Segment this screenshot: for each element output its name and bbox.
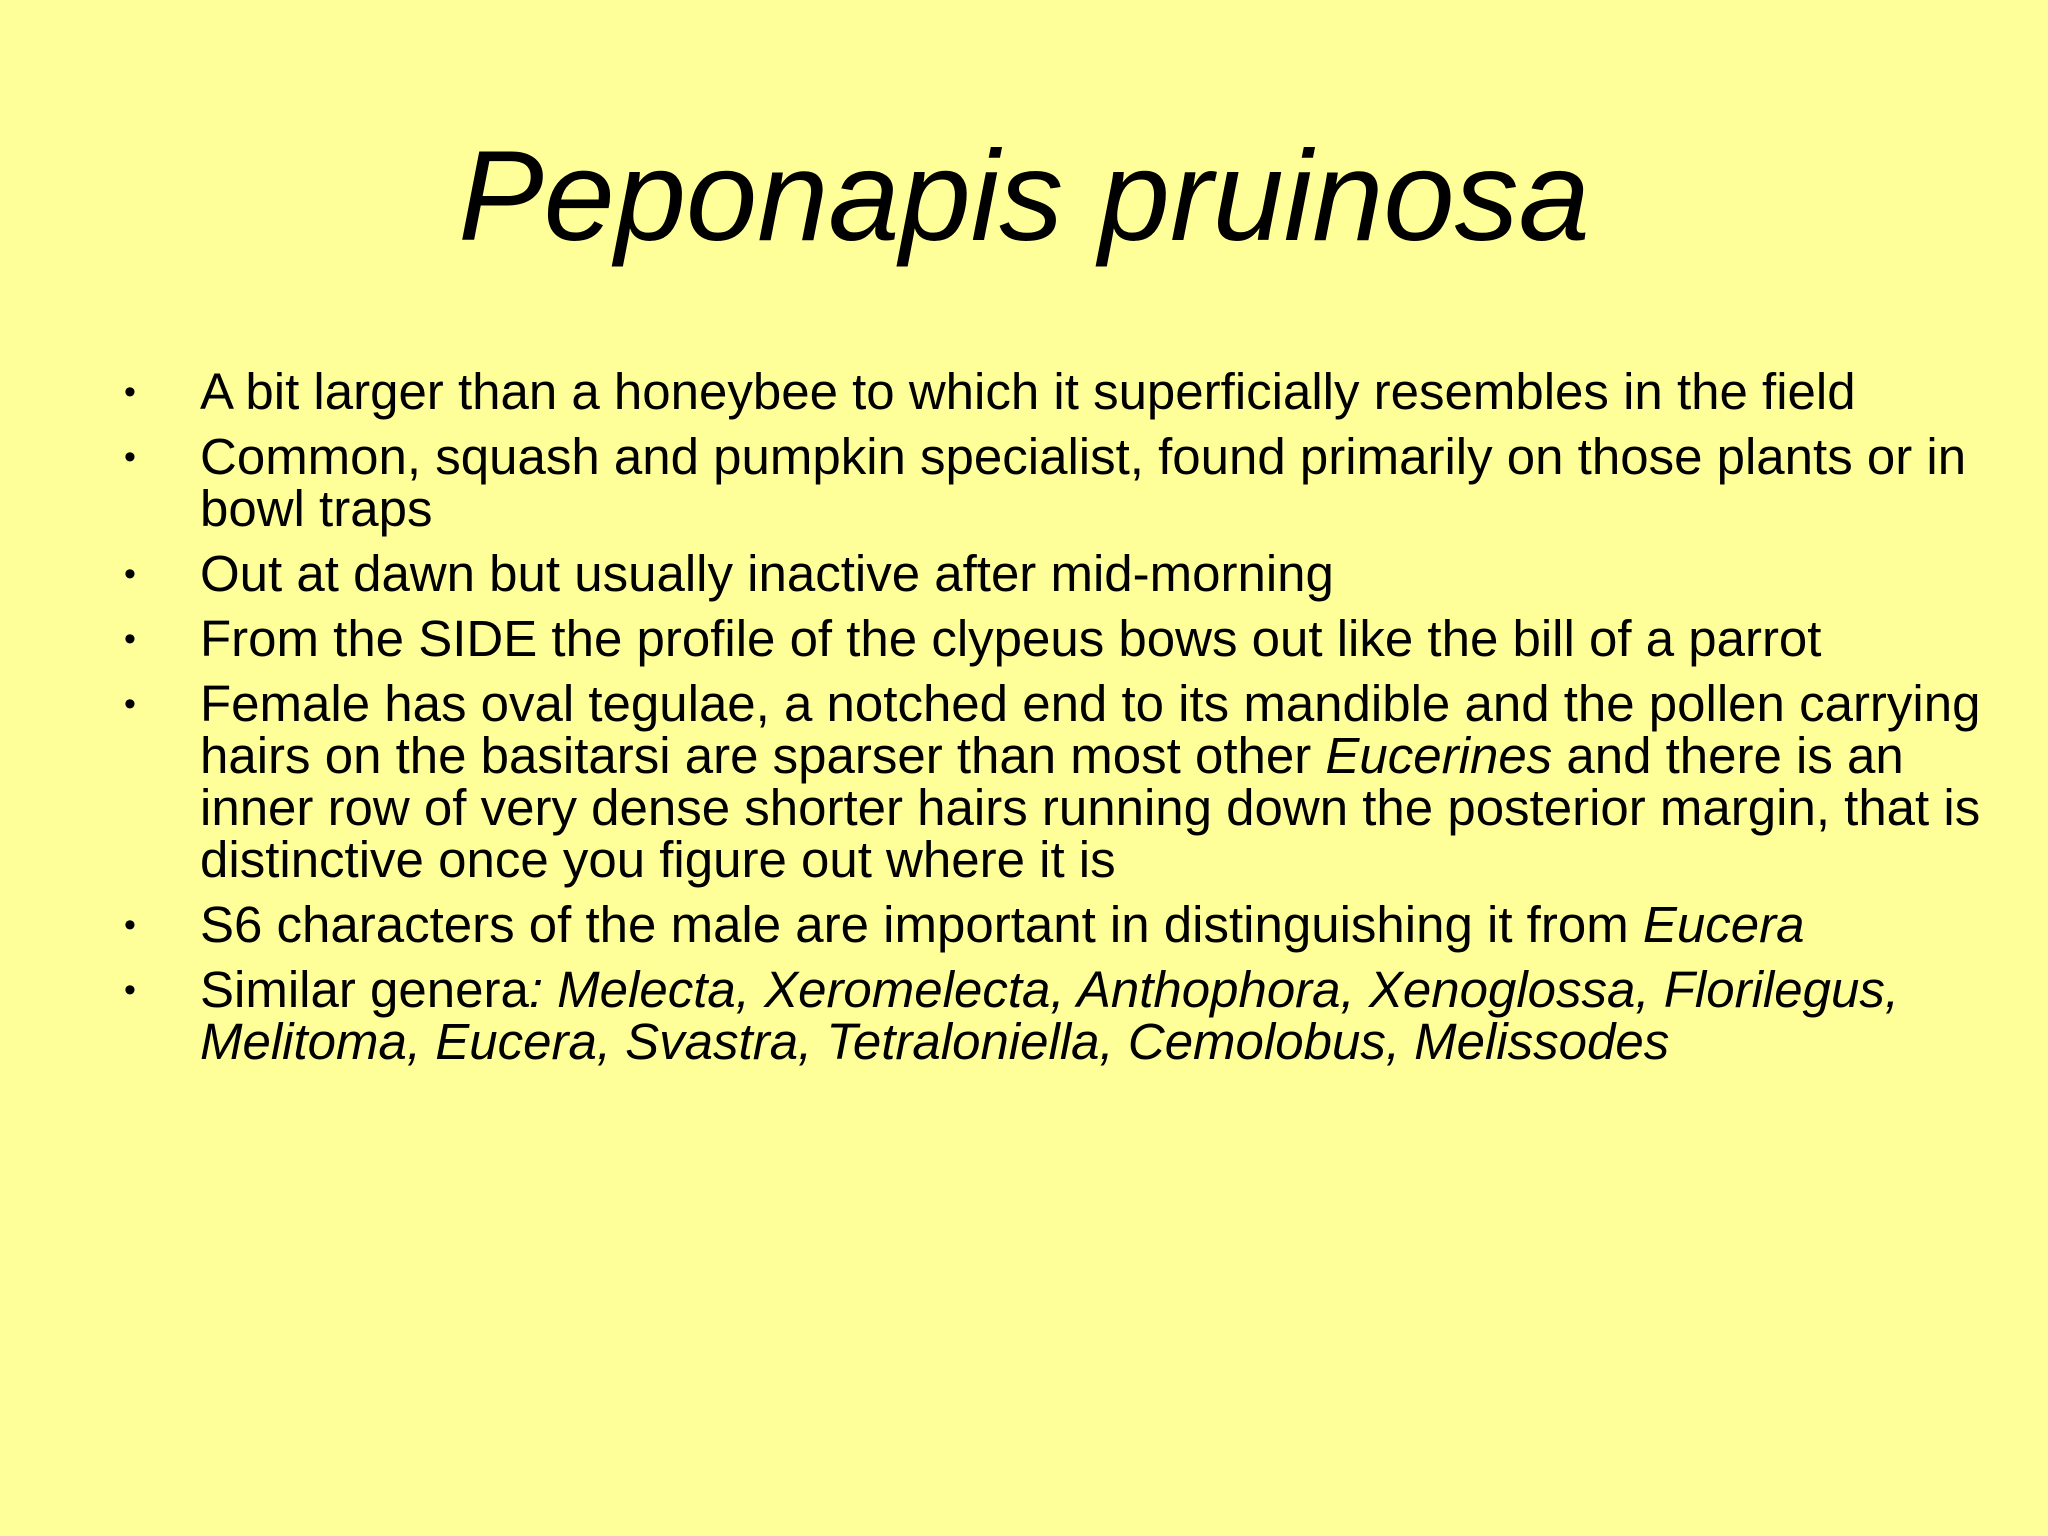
bullet-text-italic: : Melecta, Xeromelecta, Anthophora, Xenoglossa, Florilegus, Melitoma, Eucera, Svastra, Tetraloniella, Cemolobus, Melissodes xyxy=(200,961,1899,1070)
bullet-icon: • xyxy=(124,438,136,476)
bullet-text: Common, squash and pumpkin specialist, found primarily on those plants or in bowl traps xyxy=(200,428,1967,537)
bullet-icon: • xyxy=(124,620,136,658)
bullet-text-italic: Eucera xyxy=(1642,896,1805,953)
bullet-text-italic: Eucerines xyxy=(1325,727,1553,784)
bullet-text: S6 characters of the male are important in distinguishing it from xyxy=(200,896,1643,953)
bullet-text: From the SIDE the profile of the clypeus bows out like the bill of a parrot xyxy=(200,610,1822,667)
bullet-item xyxy=(118,363,1998,420)
bullet-icon: • xyxy=(124,685,136,723)
bullet-item xyxy=(118,896,1998,953)
bullet-item xyxy=(118,610,1998,667)
bullet-icon: • xyxy=(124,971,136,1009)
bullet-text: and there is an inner row of very dense shorter hairs running down the posterior margin, that is distinctive once you figure out where it is xyxy=(200,727,1981,888)
bullet-text: Out at dawn but usually inactive after mid-morning xyxy=(200,545,1334,602)
bullet-item xyxy=(118,675,1998,888)
bullet-text: A bit larger than a honeybee to which it superficially resembles in the field xyxy=(200,363,1856,420)
bullet-item xyxy=(118,428,1998,537)
bullet-list xyxy=(118,363,1998,1081)
bullet-text: Female has oval tegulae, a notched end to its mandible and the pollen carrying hairs on the basitarsi are sparser than most other xyxy=(200,675,1981,784)
bullet-item xyxy=(118,545,1998,602)
bullet-text: Similar genera xyxy=(200,961,529,1018)
bullet-icon: • xyxy=(124,555,136,593)
bullet-item xyxy=(118,961,1998,1070)
slide-title: Peponapis pruinosa xyxy=(458,125,1590,268)
bullet-icon: • xyxy=(124,906,136,944)
bullet-icon: • xyxy=(124,373,136,411)
